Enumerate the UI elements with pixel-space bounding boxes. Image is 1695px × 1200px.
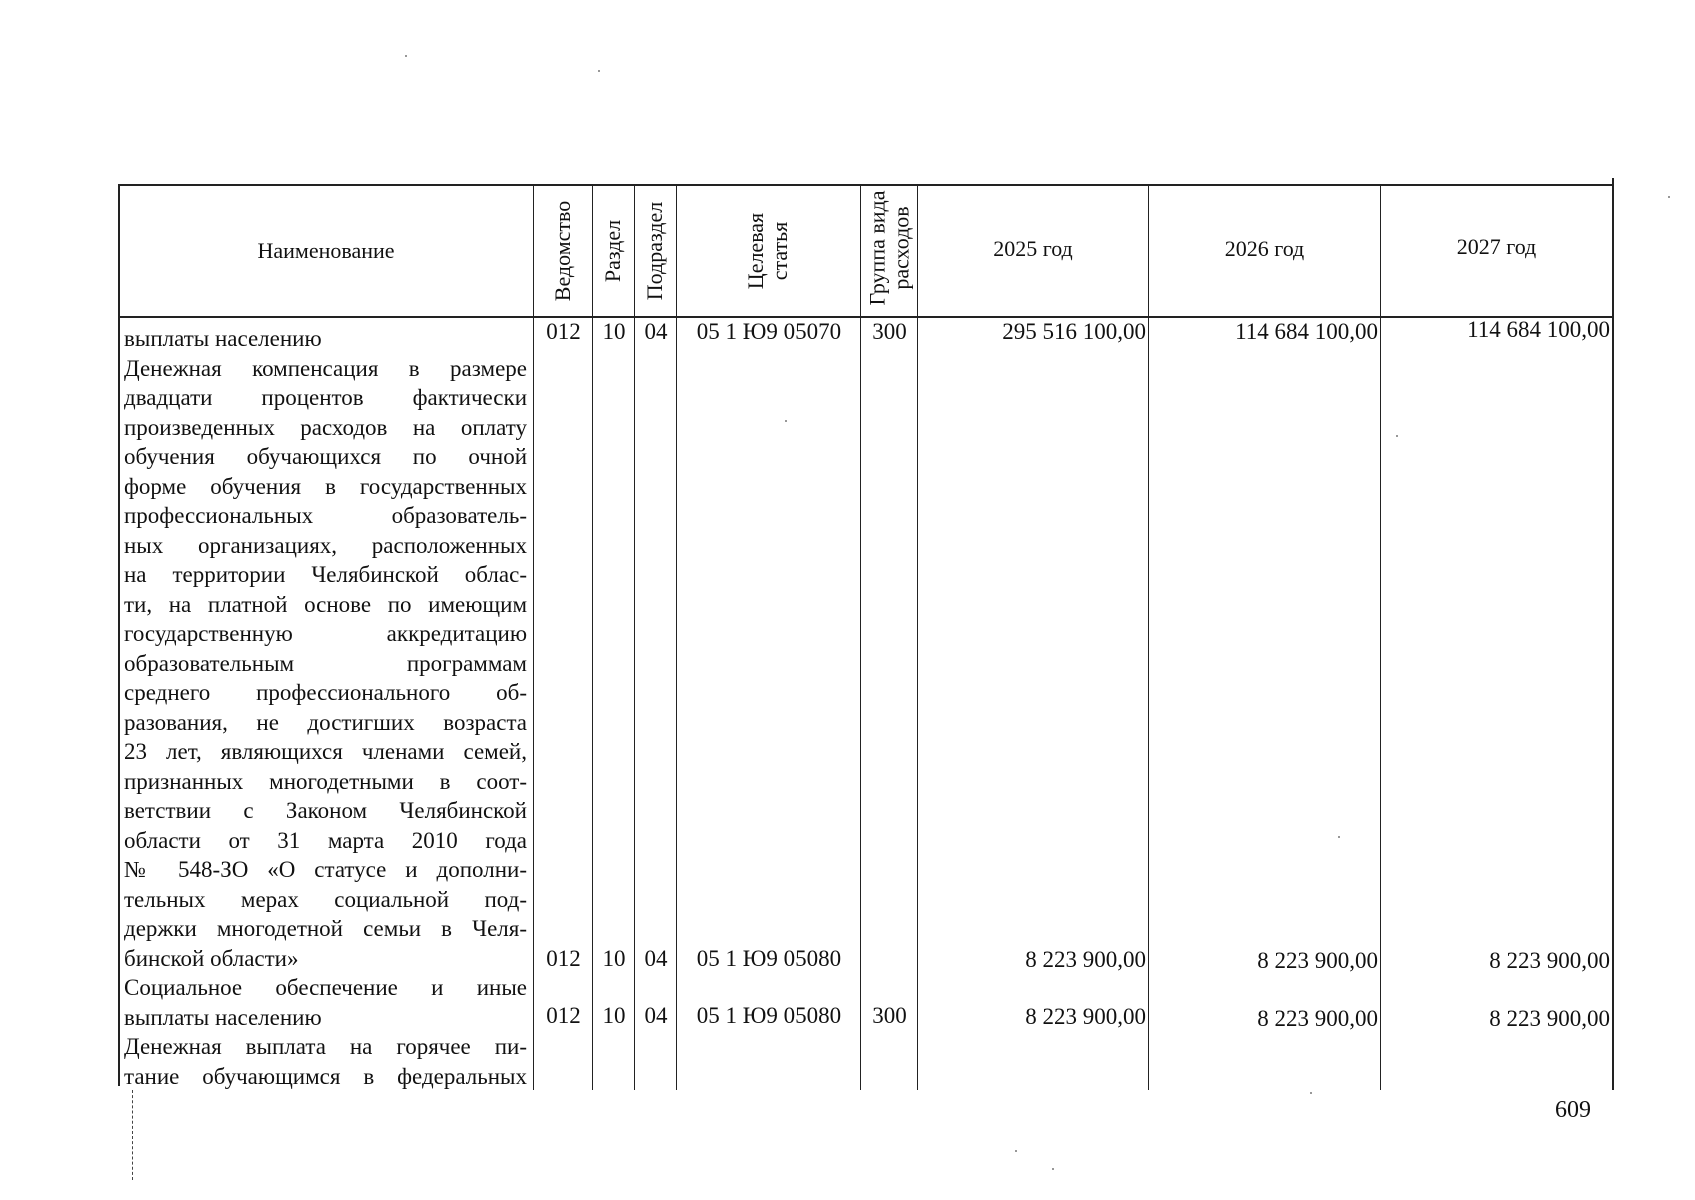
name-line: образовательным программам xyxy=(124,650,527,676)
cell-2027: 8 223 900,00 xyxy=(1489,948,1610,973)
cell-subsection: 04 xyxy=(644,1003,668,1028)
name-line: тание обучающимся в федеральных xyxy=(124,1063,527,1089)
header-name: Наименование xyxy=(257,238,395,263)
header-target-article-label xyxy=(744,213,792,289)
cell-2027: 8 223 900,00 xyxy=(1489,1006,1610,1031)
scan-speck xyxy=(1310,1092,1312,1094)
cell-target-article: 05 1 Ю9 05070 xyxy=(696,319,842,344)
header-target-article-line1: Целевая xyxy=(743,212,769,290)
name-line: ветствии с Законом Челябинской xyxy=(124,798,527,823)
page-number: 609 xyxy=(1555,1097,1591,1123)
scan-speck xyxy=(1052,1168,1054,1170)
cell-target-article: 05 1 Ю9 05080 xyxy=(696,946,842,971)
cell-subsection: 04 xyxy=(644,946,668,971)
name-line: 23 лет, являющихся членами семей, xyxy=(124,739,527,764)
cell-2027: 114 684 100,00 xyxy=(1467,317,1610,342)
scan-speck xyxy=(598,70,600,72)
header-subsection-label: Подраздел xyxy=(642,201,668,301)
cell-department: 012 xyxy=(546,1003,581,1028)
name-line: признанных многодетными в соот- xyxy=(124,768,527,794)
name-line: бинской области» xyxy=(124,945,299,971)
cell-target-article: 05 1 Ю9 05080 xyxy=(696,1003,842,1028)
name-line: среднего профессионального об- xyxy=(124,680,527,705)
cell-2026: 8 223 900,00 xyxy=(1257,1006,1378,1031)
name-line: Социальное обеспечение и иные xyxy=(124,975,527,1000)
name-line: профессиональных образователь- xyxy=(124,503,527,528)
header-expense-group-line2: расходов xyxy=(888,206,914,290)
cell-2025: 295 516 100,00 xyxy=(1002,319,1146,344)
header-year-2026: 2026 год xyxy=(1224,235,1305,261)
name-line: Денежная выплата на горячее пи- xyxy=(124,1034,527,1059)
name-line: выплаты населению xyxy=(124,1004,322,1030)
name-line: № 548-ЗО «О статусе и дополни- xyxy=(124,857,527,882)
header-expense-group-label xyxy=(865,191,913,306)
column-divider xyxy=(860,184,861,1090)
scan-speck xyxy=(1338,836,1340,838)
header-department xyxy=(534,186,592,316)
header-subsection xyxy=(635,186,676,316)
column-divider xyxy=(533,184,534,1090)
header-expense-group-line1: Группа вида xyxy=(864,190,890,306)
name-line: тельных мерах социальной под- xyxy=(124,886,527,912)
name-column-text xyxy=(124,324,527,1091)
cell-department: 012 xyxy=(546,319,581,344)
column-divider xyxy=(1380,184,1381,1090)
scan-speck xyxy=(1015,1150,1017,1152)
column-divider xyxy=(917,184,918,1090)
column-divider xyxy=(676,184,677,1090)
cell-department: 012 xyxy=(546,946,581,971)
name-line: области от 31 марта 2010 года xyxy=(124,827,527,853)
name-line: Денежная компенсация в размере xyxy=(124,355,527,381)
cell-section: 10 xyxy=(602,946,626,971)
cell-section: 10 xyxy=(602,319,626,344)
cell-2025: 8 223 900,00 xyxy=(1025,1004,1146,1029)
cell-subsection: 04 xyxy=(644,319,668,344)
table-right-border xyxy=(1612,178,1614,1090)
table-left-border xyxy=(118,184,120,1086)
header-target-article-line2: статья xyxy=(767,221,793,281)
scan-speck xyxy=(405,55,407,57)
name-line: государственную аккредитацию xyxy=(124,621,527,646)
cell-expense-group: 300 xyxy=(872,319,907,344)
name-line: на территории Челябинской облас- xyxy=(124,562,527,587)
name-line: двадцати процентов фактически xyxy=(124,385,527,410)
name-line: держки многодетной семьи в Челя- xyxy=(124,916,527,941)
cell-section: 10 xyxy=(602,1003,626,1028)
header-department-label: Ведомство xyxy=(550,200,575,302)
column-divider xyxy=(1148,184,1149,1090)
name-line: ных организациях, расположенных xyxy=(124,532,527,558)
column-divider xyxy=(592,184,593,1090)
cell-expense-group: 300 xyxy=(872,1003,907,1028)
header-year-2027: 2027 год xyxy=(1456,233,1537,259)
header-section-label: Раздел xyxy=(600,219,626,283)
cell-2026: 114 684 100,00 xyxy=(1235,319,1378,344)
name-line: произведенных расходов на оплату xyxy=(124,414,527,440)
scan-speck xyxy=(1668,196,1670,198)
scan-artifact-line xyxy=(132,1090,133,1180)
name-line: выплаты населению xyxy=(124,326,322,351)
cell-2025: 8 223 900,00 xyxy=(1025,947,1146,972)
header-target-article xyxy=(677,186,860,316)
name-line: форме обучения в государственных xyxy=(124,473,527,499)
name-line: разования, не достигших возраста xyxy=(124,709,527,735)
scan-speck xyxy=(1396,435,1398,437)
name-line: обучения обучающихся по очной xyxy=(124,444,527,469)
cell-2026: 8 223 900,00 xyxy=(1257,948,1378,973)
header-expense-group xyxy=(861,180,917,316)
column-divider xyxy=(634,184,635,1090)
header-section xyxy=(593,186,634,316)
name-line: ти, на платной основе по имеющим xyxy=(124,591,527,617)
header-year-2025: 2025 год xyxy=(993,235,1073,261)
scan-speck xyxy=(785,420,787,422)
